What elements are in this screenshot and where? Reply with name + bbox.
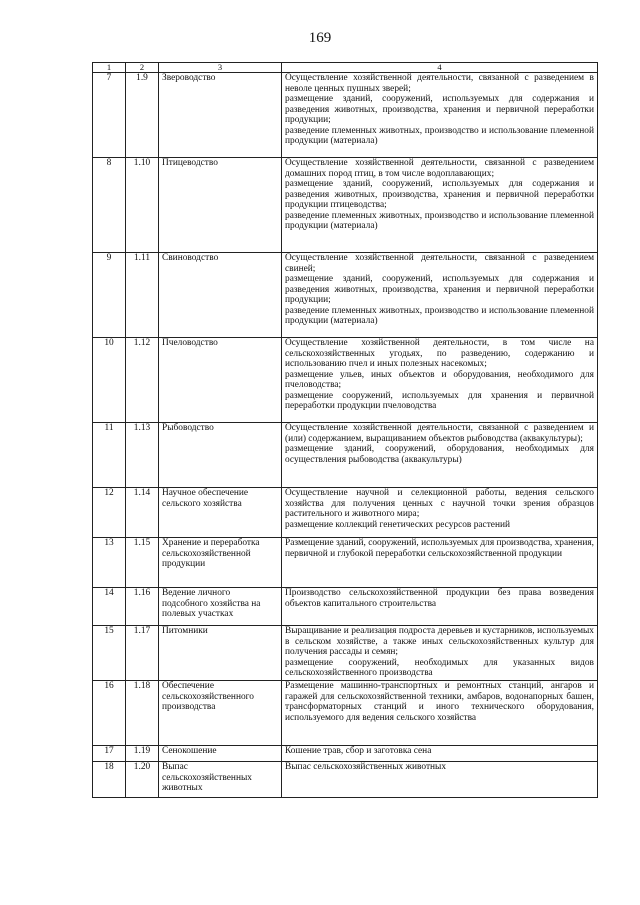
- description-line: размещение коллекций генетических ресурсов растений: [285, 519, 511, 530]
- row-number: 10: [93, 338, 126, 423]
- description-line: разведение племенных животных, производство и использование племенной продукции (материала): [285, 125, 594, 146]
- use-code: 1.10: [126, 158, 159, 253]
- table-row: [93, 681, 598, 746]
- use-name: Птицеводство: [159, 158, 282, 253]
- use-code: 1.9: [126, 73, 159, 158]
- description-line: размещение сооружений, необходимых для указанных видов сельскохозяйственного производства: [285, 657, 594, 678]
- use-description: [282, 538, 598, 588]
- use-name: Рыбоводство: [159, 423, 282, 488]
- use-name: Звероводство: [159, 73, 282, 158]
- row-number: 13: [93, 538, 126, 588]
- use-name: Ведение личного подсобного хозяйства на полевых участках: [159, 588, 282, 626]
- row-number: 16: [93, 681, 126, 746]
- use-name: Научное обеспечение сельского хозяйства: [159, 488, 282, 538]
- description-line: разведение племенных животных, производство и использование племенной продукции (материала): [285, 305, 594, 326]
- use-name: Сенокошение: [159, 746, 282, 762]
- description-line: Выпас сельскохозяйственных животных: [285, 762, 447, 772]
- use-name: Выпас сельскохозяйственных животных: [159, 762, 282, 798]
- use-description: [282, 338, 598, 423]
- use-code: 1.18: [126, 681, 159, 746]
- use-code: 1.16: [126, 588, 159, 626]
- use-code: 1.19: [126, 746, 159, 762]
- description-line: размещение зданий, сооружений, используемых для содержания и разведения животных, производства, хранения и первичной переработки продукции;: [285, 94, 594, 125]
- description-line: Осуществление хозяйственной деятельности, связанной с разведением домашних пород птиц, в том числе водоплавающих;: [285, 158, 594, 179]
- header-row: [93, 63, 598, 73]
- use-description: [282, 158, 598, 253]
- table-row: [93, 73, 598, 158]
- column-header: 2: [126, 63, 159, 73]
- row-number: 14: [93, 588, 126, 626]
- row-number: 8: [93, 158, 126, 253]
- table-row: [93, 746, 598, 762]
- use-description: [282, 488, 598, 538]
- use-code: 1.12: [126, 338, 159, 423]
- use-description: [282, 588, 598, 626]
- use-description: [282, 253, 598, 338]
- use-description: [282, 626, 598, 681]
- description-line: Производство сельскохозяйственной продукции без права возведения объектов капитального строительства: [285, 588, 594, 609]
- use-name: Хранение и переработка сельскохозяйственной продукции: [159, 538, 282, 588]
- table-row: [93, 423, 598, 488]
- row-number: 11: [93, 423, 126, 488]
- description-line: Кошение трав, сбор и заготовка сена: [285, 746, 432, 756]
- use-description: [282, 762, 598, 798]
- column-header: 3: [159, 63, 282, 73]
- page-number: 169: [308, 30, 332, 46]
- use-code: 1.17: [126, 626, 159, 681]
- description-line: Выращивание и реализация подроста деревьев и кустарников, используемых в сельском хозяйстве, а также иных сельскохозяйственных культур для получения рассады и семян;: [285, 626, 594, 657]
- use-code: 1.20: [126, 762, 159, 798]
- use-code: 1.15: [126, 538, 159, 588]
- description-line: Осуществление хозяйственной деятельности, в том числе на сельскохозяйственных угодьях, по разведению, содержанию и использованию пчел и иных полезных насекомых;: [285, 338, 594, 369]
- description-line: Размещение машинно-транспортных и ремонтных станций, ангаров и гаражей для сельскохозяйственной техники, амбаров, водонапорных башен, трансформаторных станций и иного технического оборудования, используемого для ведения сельского хозяйства: [285, 681, 594, 723]
- row-number: 9: [93, 253, 126, 338]
- description-line: Осуществление хозяйственной деятельности, связанной с разведением в неволе ценных пушных зверей;: [285, 73, 594, 94]
- description-line: размещение зданий, сооружений, оборудования, необходимых для осуществления рыбоводства (аквакультуры): [285, 444, 594, 465]
- use-description: [282, 681, 598, 746]
- row-number: 15: [93, 626, 126, 681]
- table-body: [93, 73, 598, 798]
- description-line: Осуществление хозяйственной деятельности, связанной с разведением и (или) содержанием, выращиванием объектов рыбоводства (аквакультуры);: [285, 423, 594, 444]
- use-name: Питомники: [159, 626, 282, 681]
- row-number: 18: [93, 762, 126, 798]
- use-name: Свиноводство: [159, 253, 282, 338]
- table-row: [93, 338, 598, 423]
- use-description: [282, 73, 598, 158]
- table-row: [93, 158, 598, 253]
- column-header: 1: [93, 63, 126, 73]
- use-code: 1.11: [126, 253, 159, 338]
- table-row: [93, 588, 598, 626]
- row-number: 7: [93, 73, 126, 158]
- table-row: [93, 762, 598, 798]
- table-row: [93, 626, 598, 681]
- table-row: [93, 538, 598, 588]
- row-number: 12: [93, 488, 126, 538]
- description-line: размещение сооружений, используемых для хранения и первичной переработки продукции пчеловодства: [285, 390, 594, 411]
- row-number: 17: [93, 746, 126, 762]
- description-line: размещение ульев, иных объектов и оборудования, необходимого для пчеловодства;: [285, 369, 594, 390]
- use-code: 1.13: [126, 423, 159, 488]
- land-use-table: [92, 62, 598, 798]
- description-line: размещение зданий, сооружений, используемых для содержания и разведения животных, производства, хранения и первичной переработки продукции птицеводства;: [285, 179, 594, 210]
- description-line: размещение зданий, сооружений, используемых для содержания и разведения животных, производства, хранения и первичной переработки продукции;: [285, 274, 594, 305]
- use-description: [282, 423, 598, 488]
- use-name: Обеспечение сельскохозяйственного производства: [159, 681, 282, 746]
- description-line: Осуществление хозяйственной деятельности, связанной с разведением свиней;: [285, 253, 594, 274]
- description-line: разведение племенных животных, производство и использование племенной продукции (материала): [285, 210, 594, 231]
- table-row: [93, 253, 598, 338]
- column-header: 4: [282, 63, 598, 73]
- use-description: [282, 746, 598, 762]
- use-code: 1.14: [126, 488, 159, 538]
- description-line: Размещение зданий, сооружений, используемых для производства, хранения, первичной и глубокой переработки сельскохозяйственной продукции: [285, 538, 594, 559]
- description-line: Осуществление научной и селекционной работы, ведения сельского хозяйства для получения ценных с научной точки зрения образцов растительного и животного мира;: [285, 488, 594, 519]
- table-row: [93, 488, 598, 538]
- use-name: Пчеловодство: [159, 338, 282, 423]
